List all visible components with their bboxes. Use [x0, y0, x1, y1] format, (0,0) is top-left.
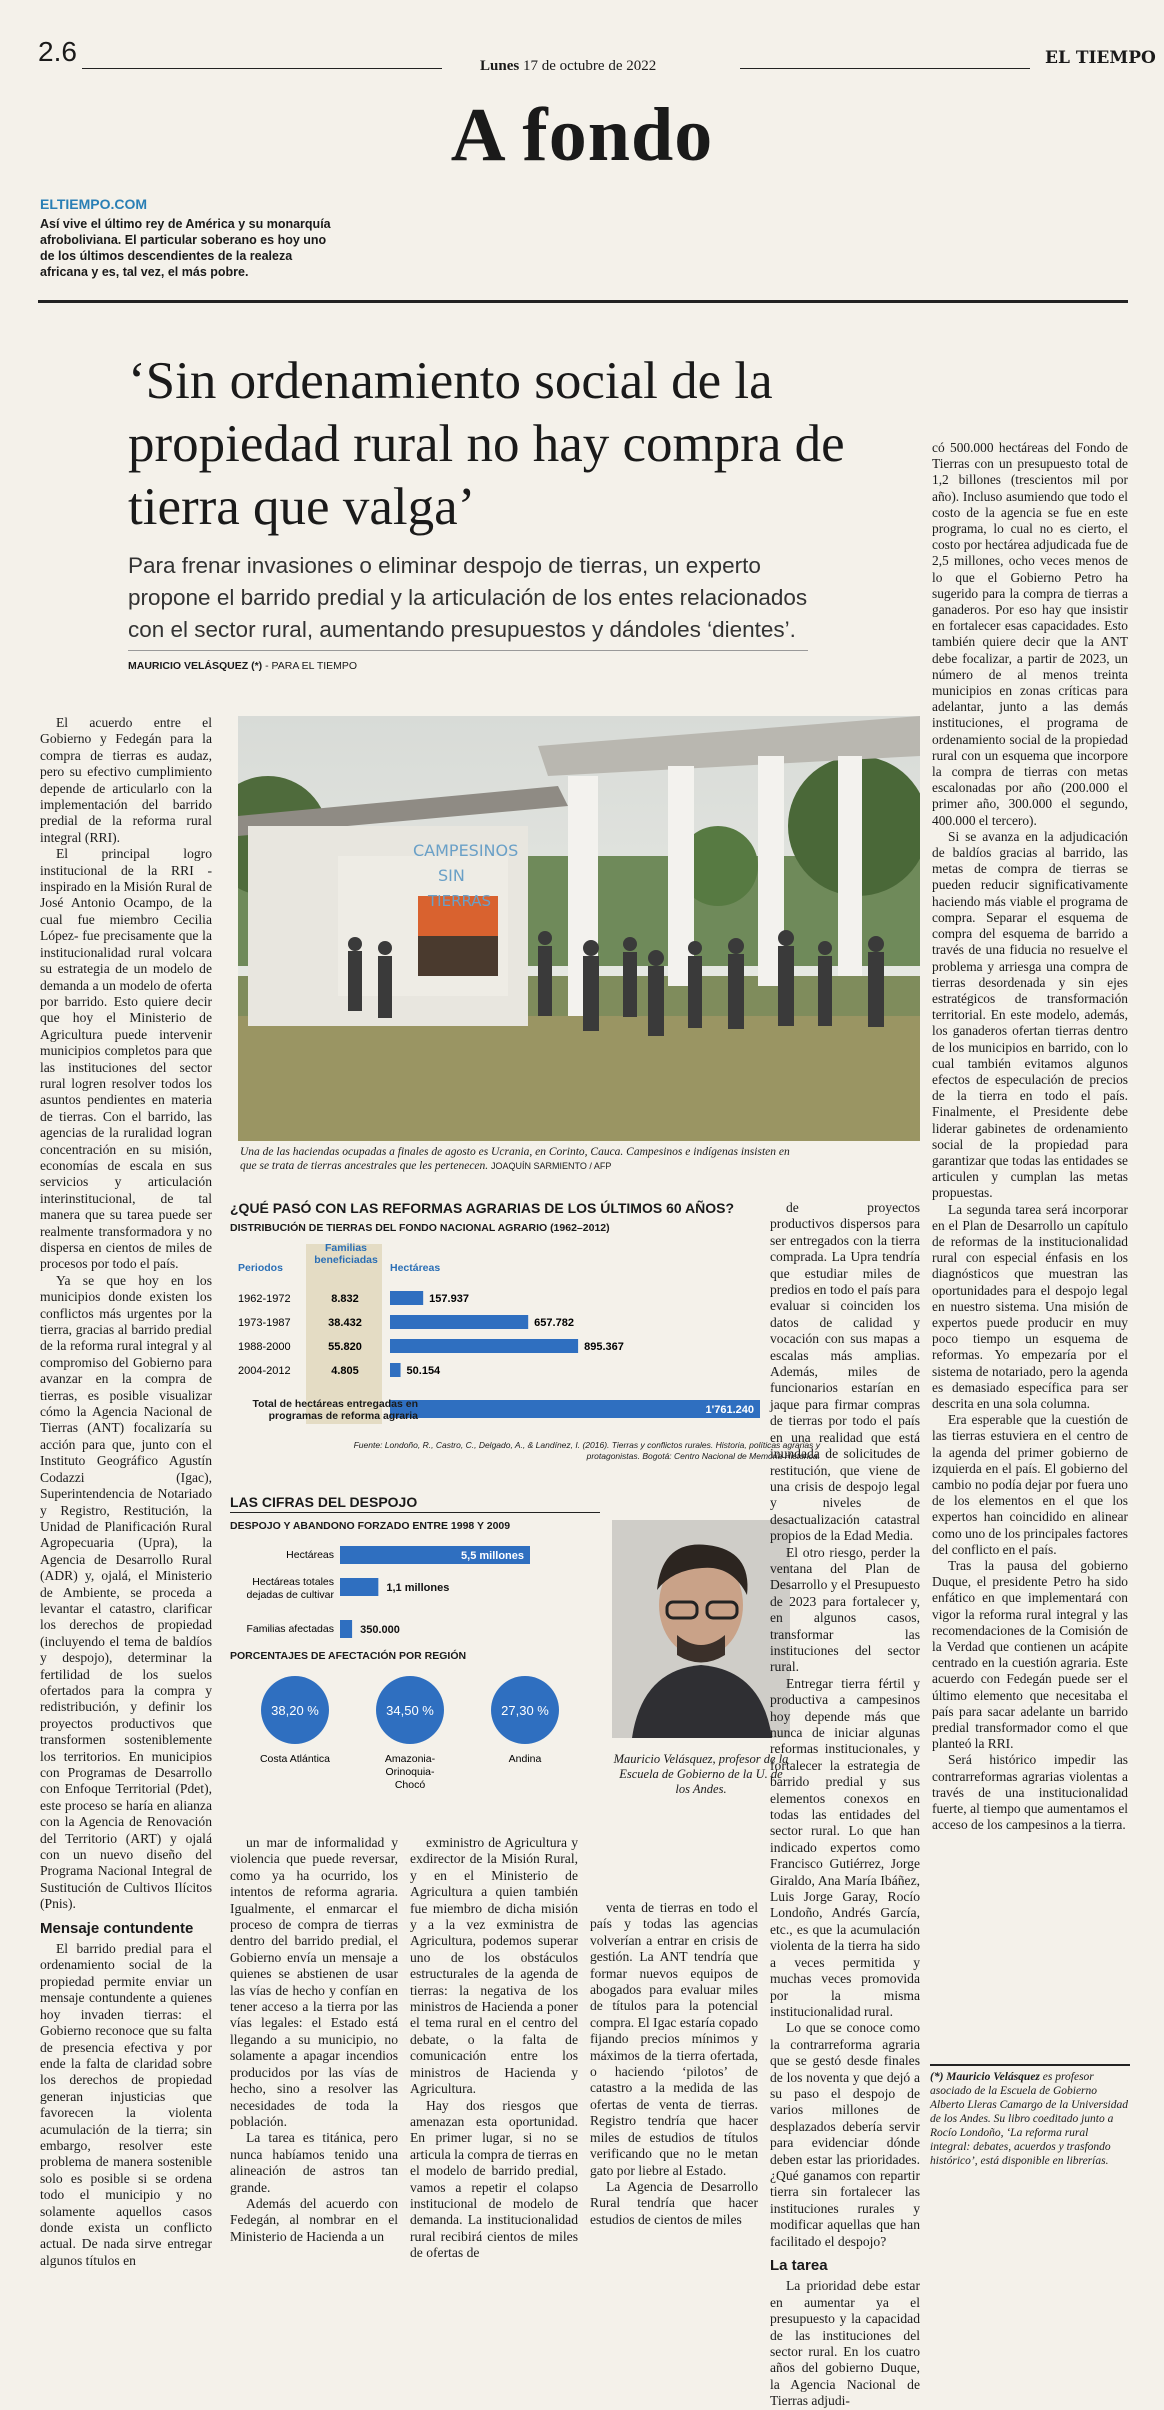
issue-date: Lunes 17 de octubre de 2022: [480, 58, 657, 74]
despojo-value: 1,1 millones: [386, 1582, 450, 1594]
paragraph: Ya se que hoy en los municipios donde existen los conflictos más urgentes por la tierra, gracias al barrido predial de la reforma rural integral y al compromiso del Gobierno para avanzar en la compra de tierras, es posible visualizar cómo la Agencia Nacional de Tierras (ANT) focalizaría su acción para que, junto con el Instituto Geográfico Agustín Codazzi (Igac), Superintendencia de Notariado y Registro, Restitución, la Unidad de Planificación Rural Agropecuaria (Upra), la Agencia de Desarrollo Rural (ADR) y, ojalá, el Ministerio de Ambiente, se proceda a levantar el catastro, clarificar los derechos de propiedad (incluyendo el tema de baldíos y despojo), determinar la fertilidad de los suelos ofertados para la compra y redistribución, y definir los proyectos productivos que transformen sosteniblemente los territorios. En municipios con Programas de Desarrollo con Enfoque Territorial (Pdet), este proceso se haría en alianza con la Agencia de Renovación del Territorio (ART) y ojalá con un nuevo diseño del Programa Nacional Integral de Sustitución de Cultivos Ilícitos (Pnis).: [40, 1272, 212, 1912]
graffiti-text-1: CAMPESINOS: [413, 841, 519, 860]
bio-rule: [930, 2064, 1130, 2066]
hectares-bar: [390, 1315, 528, 1329]
chart1-col-periods: Periodos: [238, 1262, 283, 1274]
region-label: Costa Atlántica: [259, 1753, 331, 1765]
article-column-1: [40, 715, 212, 2269]
promo-site-link[interactable]: ELTIEMPO.COM: [40, 196, 148, 212]
author-bio: (*) Mauricio Velásquez es profesor asociado de la Escuela de Gobierno Alberto Lleras Camargo de la Universidad de los Andes. Su libro coeditado junto a Rocío Londoño, ‘La reforma rural integral: debates, acuerdos y trasfondo histórico’, está disponible en librerías.: [930, 2071, 1128, 2167]
article-column-4: [770, 1200, 920, 2410]
paragraph: El barrido predial para el ordenamiento social de la propiedad permite enviar un mensaje contundente a quienes hoy invaden tierras: el Gobierno reconoce que su falta de presencia efectiva y por ende la falta de claridad sobre los derechos de propiedad generan injusticias que favorecen la violenta acumulación de la tierra; sin embargo, resolver este problema de manera sostenible solo es posible si se ordena todo el municipio y no solamente aquellos casos donde exista un conflicto actual. De nada sirve entregar algunos títulos en: [40, 1941, 212, 2268]
despojo-bar: [340, 1620, 352, 1638]
article-column-3b: [590, 1900, 758, 2228]
graffiti-text-2: SIN: [438, 866, 465, 885]
families-value: 55.820: [328, 1341, 362, 1353]
page-number: 2.6: [38, 36, 77, 67]
hacienda-photo-illustration: [238, 716, 920, 1141]
despojo-bar: [340, 1578, 378, 1596]
article-deck: Para frenar invasiones o eliminar despojo de tierras, un experto propone el barrido predial y la articulación de los entes relacionados con el sector rural, aumentando presupuestos y dándoles ‘dientes’.: [128, 553, 808, 642]
total-value: 1'761.240: [705, 1404, 754, 1416]
paragraph: Será histórico impedir las contrarreformas agrarias violentas a través de una institucionalidad fuerte, al tiempo que aumentamos el acceso de los campesinos a la tierra.: [932, 1752, 1128, 1833]
header-rule-left: [82, 68, 442, 69]
period-label: 1962-1972: [238, 1293, 291, 1305]
chart1-source: Fuente: Londoño, R., Castro, C., Delgado, A., & Landínez, I. (2016). Tierras y conflictos rurales. Historia, políticas agrarias y protagonistas. Bogotá: Centro Nacional de Memoria Histórica.: [353, 1440, 820, 1461]
families-value: 38.432: [328, 1317, 362, 1329]
byline: MAURICIO VELÁSQUEZ (*) - PARA EL TIEMPO: [128, 660, 358, 672]
hectares-bar: [390, 1363, 401, 1377]
chart1-title: ¿QUÉ PASÓ CON LAS REFORMAS AGRARIAS DE LOS ÚLTIMOS 60 AÑOS?: [230, 1200, 735, 1216]
hectares-value: 157.937: [429, 1293, 469, 1305]
despojo-value: 5,5 millones: [461, 1550, 524, 1562]
subhead-mensaje: Mensaje contundente: [40, 1919, 194, 1937]
period-label: 1988-2000: [238, 1341, 291, 1353]
photo-credit: JOAQUÍN SARMIENTO / AFP: [491, 1161, 612, 1171]
paragraph: La tarea es titánica, pero nunca habíamos tenido una alineación de astros tan grande.: [230, 2130, 398, 2195]
despojo-value: 350.000: [360, 1624, 400, 1636]
article-column-3: [410, 1835, 578, 2262]
paragraph: La Agencia de Desarrollo Rural tendría que hacer estudios de cientos de miles: [590, 2178, 758, 2227]
paragraph: có 500.000 hectáreas del Fondo de Tierras con un presupuesto total de 1,2 billones (trescientos mil por año). Incluso asumiendo que todo el costo de la agencia se fue en este programa, lo cual no es cierto, el costo por hectárea adjudicada fue de 2,5 millones, ocho veces menos de lo que el Gobierno Petro ha sugerido para la compra de tierras a ganaderos. Por eso hay que insistir en fortalecer esas capacidades. Esto también quiere decir que la ANT debe focalizar, a partir de 2023, un número de al menos treinta municipios en zonas críticas para adelantar, junto a las demás instituciones, el programa de ordenamiento social de la propiedad rural con un esquema que incorpore la compra de tierras con metas escalonadas por año (200.000 el primer año, 300.000 el segundo, 400.000 el tercero).: [932, 440, 1128, 828]
chart3-title: PORCENTAJES DE AFECTACIÓN POR REGIÓN: [230, 1650, 467, 1662]
chart3-svg: [230, 1670, 610, 1810]
total-bar: [390, 1400, 760, 1418]
paragraph: La prioridad debe estar en aumentar ya el presupuesto y la capacidad de las instituciones del sector rural. En los cuatro años del gobierno Duque, la Agencia Nacional de Tierras adjudi-: [770, 2278, 920, 2409]
paragraph: un mar de informalidad y violencia que puede reversar, como ya ha ocurrido, los intentos de reforma agraria. Igualmente, el enmarcar el proceso de compra de tierras dentro del barrido predial, el Gobierno envía un mensaje a quienes se abstienen de usar las vías de hecho y confían en tener acceso a la tierra por las vías legales: el Estado está llegando a su municipio, no solamente a apagar incendios producidos por las vías de hecho, sino a resolver las necesidades de toda la población.: [230, 1835, 398, 2129]
top-divider: [38, 300, 1128, 303]
chart1-subtitle: DISTRIBUCIÓN DE TIERRAS DEL FONDO NACIONAL AGRARIO (1962–2012): [230, 1222, 610, 1234]
paragraph: El otro riesgo, perder la ventana del Plan de Desarrollo y el Presupuesto de 2023 para fortalecer y, en algunos casos, transformar las instituciones del sector rural.: [770, 1544, 920, 1675]
hectares-value: 50.154: [406, 1365, 441, 1377]
paragraph: El principal logro institucional de la RRI -inspirado en la Misión Rural de José Antonio Ocampo, de la cual fue miembro Cecilia López- fue precisamente que la institucionalidad rural volcara su estrategia de un modelo de demanda a un modelo de oferta por barrido. Esto quiere decir que hoy el Ministerio de Agricultura puede intervenir municipios completos para que las instituciones del sector rural logren resolver todos los asuntos pendientes en materia de tierras. Con el barrido, las agencias de la ruralidad logran concentración en su misión, economías de escala en sus servicios y articulación interinstitucional, de tal manera que su tarea puede ser realmente transformadora y no dispersa en cientos de miles de procesos por todo el país.: [40, 846, 212, 1272]
hectares-bar: [390, 1291, 423, 1305]
subhead-la-tarea: La tarea: [770, 2257, 828, 2274]
paragraph: de proyectos productivos dispersos para ser entregados con la tierra comprada. La Upra tendría que estudiar miles de predios en todo el país para evaluar si coinciden los datos de calidad y vocación con sus mapas a escalas más amplias. Además, miles de funcionarios estarían en jaque para firmar compras de tierras por todo el país en una realidad que está inundada de solicitudes de restitución, que viene de una crisis de despojo legal y niveles de desactualización catastral propios de la Edad Media.: [770, 1200, 920, 1544]
period-label: 1973-1987: [238, 1317, 291, 1329]
region-percent: 38,20 %: [271, 1703, 319, 1718]
promo-text: Así vive el último rey de América y su monarquía afroboliviana. El particular soberano es hoy uno de los últimos descendientes de la realeza africana y es, tal vez, el más pobre.: [40, 217, 331, 279]
paragraph: Lo que se conoce como la contrarreforma agraria que se gestó desde finales de los noventa y que dejó a su paso el despojo de varios millones de desplazados debería servir para evidenciar dónde deben estar las prioridades. ¿Qué ganamos con repartir tierra sin fortalecer las instituciones rurales y modificar aquellas que han facilitado el despojo?: [770, 2020, 920, 2249]
paragraph: venta de tierras en todo el país y todas las agencias volverían a entrar en crisis de gestión. La ANT tendría que formar nuevos equipos de abogados para evaluar miles de títulos para la potencial compra. El Igac estaría copado fijando precios mínimos y máximos de la tierra ofertada, o haciendo ‘pilotos’ de catastro a la medida de las ofertas de venta de tierras. Registro tendría que hacer miles de estudios de títulos verificando que no le metan gato por liebre al Estado.: [590, 1900, 758, 2178]
author-caption: Mauricio Velásquez, profesor de la Escuela de Gobierno de la U. de los Andes.: [613, 1752, 789, 1796]
article-column-2: [230, 1835, 398, 2245]
article-photo: [238, 716, 920, 1141]
region-label: Amazonia-Orinoquia-Chocó: [384, 1753, 436, 1791]
families-value: 8.832: [331, 1293, 359, 1305]
paragraph: Si se avanza en la adjudicación de baldíos gracias al barrido, las metas de compra de tierras se pueden reducir significativamente haciendo más viable el programa de compra. Separar el esquema de compra del esquema de barrido a través de una fiducia no resuelve el problema y arriesga una compra de tierras desordenada y sin ejes estratégicos de transformación territorial. En este modelo, además, los ganaderos ofertan tierras dentro de los municipios en barrido, con lo cual también evitamos algunos efectos de especulación de precios de la tierra en todo el país. Finalmente, el Presidente debe liderar gabinetes de ordenamiento social de la propiedad para garantizar que todas las entidades se articulen y cumplan las metas propuestas.: [932, 828, 1128, 1201]
header-rule-right: [740, 68, 1030, 69]
paragraph: Tras la pausa del gobierno Duque, el presidente Petro ha sido enfático en que implementará con vigor la reforma rural integral y las recomendaciones de la Comisión de la Verdad que contienen un acápite centrado en la cuestión agraria. Este acuerdo con Fedegán puede ser el último elemento que necesitaba el país para sacar adelante un barrido predial transformador como el que planteó la RRI.: [932, 1558, 1128, 1752]
families-value: 4.805: [331, 1365, 359, 1377]
hectares-value: 657.782: [534, 1317, 574, 1329]
chart2-title: LAS CIFRAS DEL DESPOJO: [230, 1494, 418, 1510]
paragraph: Entregar tierra fértil y productiva a campesinos hoy depende más que nunca de iniciar algunas reformas institucionales, y fortalecer la estrategia de barrido predial y sus elementos conexos en todas las entidades del sector rural. Lo que han indicado expertos como Francisco Gutiérrez, Jorge Giraldo, Ana María Ibáñez, Luis Jorge Garay, Rocío Londoño, Andrés García, etc., es que la acumulación violenta de la tierra ha sido a veces permitida y muchas veces promovida por la misma institucionalidad rural.: [770, 1675, 920, 2019]
paragraph: El acuerdo entre el Gobierno y Fedegán para la compra de tierras es audaz, pero su efectivo cumplimiento depende de articularlo con la implementación del barrido predial de la reforma rural integral (RRI).: [40, 715, 212, 845]
chart2-svg: [230, 1538, 610, 1648]
article-column-5: [932, 440, 1128, 1833]
despojo-label: Hectáreas: [286, 1549, 334, 1561]
article-headline: ‘Sin ordenamiento social de la propiedad rural no hay compra de tierra que valga’: [128, 352, 845, 536]
hectares-bar: [390, 1339, 578, 1353]
hectares-value: 895.367: [584, 1341, 624, 1353]
photo-caption: Una de las haciendas ocupadas a finales de agosto es Ucrania, en Corinto, Cauca. Campesinos e indígenas insisten en que se trata de tierras ancestrales que les pertenecen. JOAQUÍN SARMIENTO / AFP: [240, 1146, 790, 1172]
byline-rule: [128, 650, 808, 651]
newspaper-name: EL TIEMPO: [1045, 48, 1156, 68]
chart1-col-families: Familias beneficiadas: [314, 1242, 378, 1266]
paragraph: La segunda tarea será incorporar en el Plan de Desarrollo un capítulo de reformas de la institucionalidad rural con especial énfasis en los diagnósticos que muestran las oportunidades para el despojo legal en nuestro sistema. Una misión de expertos puede producir en muy poco tiempo un esquema de reformas. Yo empezaría por el sistema de notariado, pero la agenda es demasiado específica para ser descrita en una sola columna.: [932, 1201, 1128, 1411]
region-label: Andina: [508, 1753, 542, 1765]
despojo-label: Hectáreas totales dejadas de cultivar: [246, 1576, 334, 1601]
despojo-label: Familias afectadas: [246, 1623, 334, 1635]
period-label: 2004-2012: [238, 1365, 291, 1377]
paragraph: exministro de Agricultura y exdirector de la Misión Rural, y en el Ministerio de Agricultura a quien también fue miembro de dicha misión y a la vez exministra de Agricultura, podemos superar uno de los obstáculos estructurales de la agenda de tierras: la negativa de los ministros de Hacienda a poner el tema rural en el centro del debate, o la falta de comunicación entre los ministros de Hacienda y Agricultura.: [410, 1835, 578, 2097]
paragraph: Además del acuerdo con Fedegán, al nombrar en el Ministerio de Hacienda a un: [230, 2195, 398, 2244]
region-percent: 34,50 %: [386, 1703, 434, 1718]
paragraph: Hay dos riesgos que amenazan esta oportunidad. En primer lugar, si no se articula la compra de tierras en el modelo de barrido predial, vamos a repetir el colapso institucional de modelo de demanda. La institucionalidad rural recibirá cientos de miles de ofertas de: [410, 2097, 578, 2261]
chart1-col-hectares: Hectáreas: [390, 1262, 441, 1274]
section-title: A fondo: [450, 93, 714, 177]
author-portrait: [612, 1520, 790, 1738]
graffiti-text-3: TIERRAS: [428, 892, 492, 910]
chart2-subtitle: DESPOJO Y ABANDONO FORZADO ENTRE 1998 Y 2009: [230, 1520, 511, 1532]
paragraph: Era esperable que la cuestión de las tierras estuviera en el centro de la agenda del primer gobierno de izquierda en el país. El gobierno del cambio no podía dejar por fuera uno de los elementos en el que los expertos han coincidido en alinear como uno de los principales factores del conflicto en el país.: [932, 1412, 1128, 1557]
chart2-rule: [230, 1512, 600, 1513]
region-percent: 27,30 %: [501, 1703, 549, 1718]
chart1-total-label: Total de hectáreas entregadas en programas de reforma agraria: [252, 1398, 418, 1422]
